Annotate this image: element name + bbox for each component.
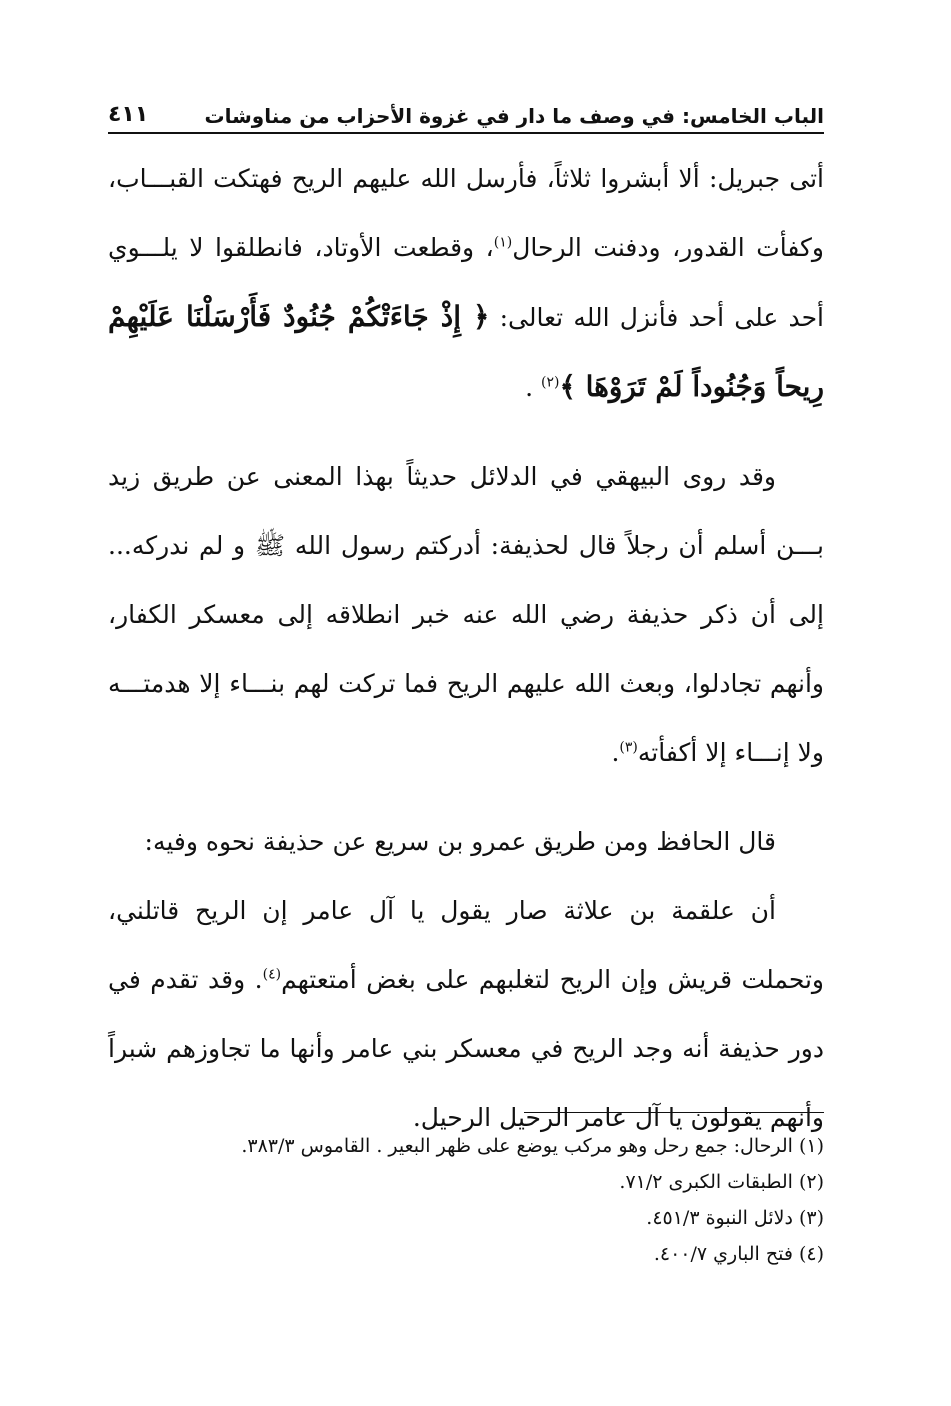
- paragraph-3-text: قال الحافظ ومن طريق عمرو بن سريع عن حذيفة نحوه وفيه:: [144, 827, 776, 856]
- paragraph-2-text-b: .: [611, 738, 620, 767]
- paragraph-2-text-a: وقد روى البيهقي في الدلائل حديثاً بهذا المعنى عن طريق زيد بـــن أسلم أن رجلاً قال لحذيفة: أدركتم رسول الله ﷺ و لم ندركه... إلى أن ذكر حذيفة رضي الله عنه خبر انطلاقه إلى معسكر الكفار، وأنهم تجادلوا، وبعث الله عليهم الريح فما تركت لهم بنـــاء إلا هدمتـــه ولا إنـــاء إلا أكفأته: [108, 462, 824, 767]
- running-header: [108, 88, 824, 126]
- paragraph-2: [108, 442, 824, 787]
- footnote-ref-3: (٣): [619, 739, 638, 756]
- quran-verse: ﴿ إِذْ جَاءَتْكُمْ جُنُودٌ فَأَرْسَلْنَا عَلَيْهِمْ رِيحاً وَجُنُوداً لَمْ تَرَوْهَا ﴾: [108, 300, 824, 403]
- footnote-ref-2: (٢): [540, 374, 560, 391]
- header-divider: [108, 132, 824, 134]
- paragraph-4-text-b: . وقد تقدم في دور حذيفة أنه وجد الريح في معسكر بني عامر وأنها ما تجاوزهم شبراً وأنهم يقولون يا آل عامر الرحيل الرحيل.: [108, 965, 824, 1132]
- paragraph-3: [108, 807, 824, 876]
- book-page: [108, 80, 824, 1370]
- main-text: [108, 144, 824, 1152]
- paragraph-1-text-b: ، وقطعت الأوتاد، فانطلقوا لا يلـــوي أحد على أحد فأنزل الله تعالى:: [108, 233, 824, 332]
- paragraph-1-text-c: .: [525, 373, 541, 402]
- page-number: ٤١١: [108, 102, 149, 127]
- footnote-3: (٣) دلائل النبوة ٤٥١/٣.: [646, 1207, 824, 1229]
- footnote-2: (٢) الطبقات الكبرى ٧١/٢.: [619, 1171, 824, 1193]
- paragraph-1-text-a: أتى جبريل: ألا أبشروا ثلاثاً، فأرسل الله عليهم الريح فهتكت القبـــاب، وكفأت القدور، ودفنت الرحال: [108, 164, 824, 262]
- footnote-4: (٤) فتح الباري ٤٠٠/٧.: [653, 1243, 824, 1265]
- footnote-1: (١) الرحال: جمع رحل وهو مركب يوضع على ظهر البعير . القاموس ٣٨٣/٣.: [241, 1135, 824, 1157]
- paragraph-1: [108, 144, 824, 422]
- footnote-ref-4: (٤): [262, 966, 282, 983]
- footnote-ref-1: (١): [493, 234, 513, 251]
- paragraph-4-text-a: أن علقمة بن علاثة صار يقول يا آل عامر إن الريح قاتلني، وتحملت قريش وإن الريح لتغلبهم على بغض أمتعتهم: [108, 896, 824, 994]
- chapter-title: الباب الخامس: في وصف ما دار في غزوة الأحزاب من مناوشات: [204, 104, 824, 128]
- footnote-divider: [524, 1112, 824, 1113]
- footnotes: [108, 1128, 824, 1272]
- paragraph-4: [108, 876, 824, 1152]
